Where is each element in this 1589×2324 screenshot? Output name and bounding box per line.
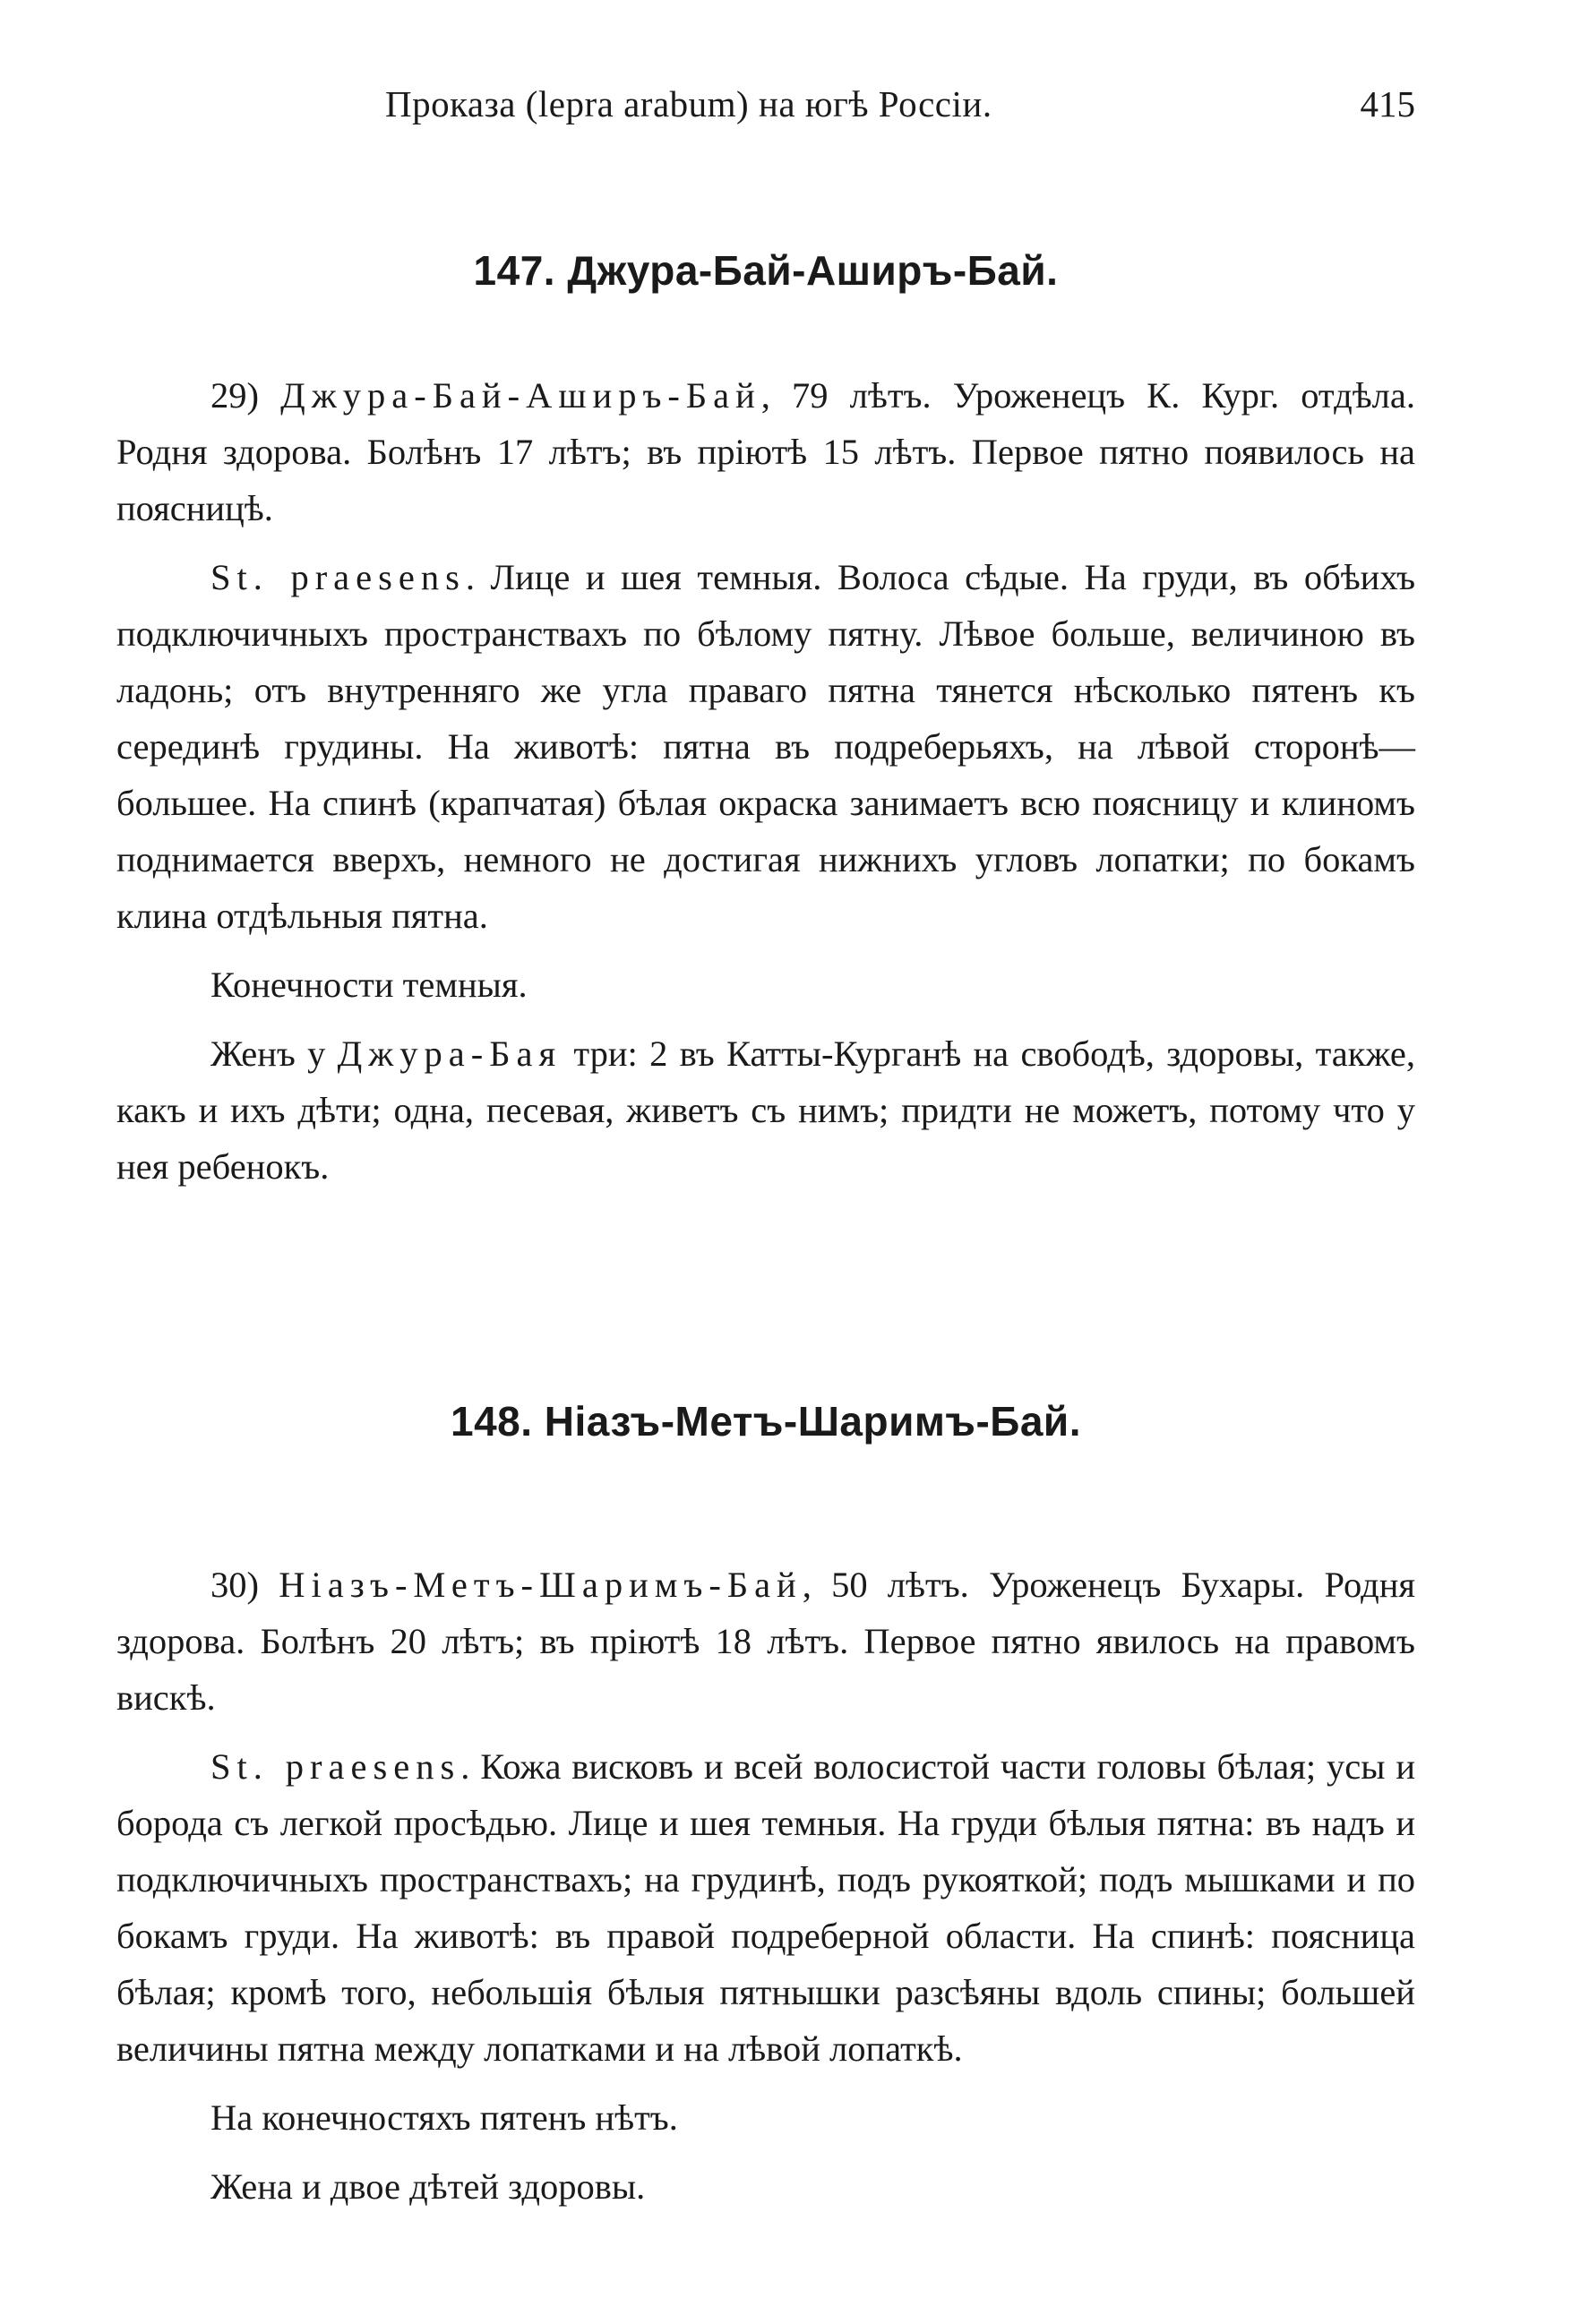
page-number: 415 xyxy=(1360,83,1415,124)
text-run: Женъ у xyxy=(210,1033,338,1074)
entry-148 xyxy=(116,1556,1415,2215)
text-run: , 79 лѣтъ. Уроженецъ К. Кург. отдѣла. Родня здорова. Болѣнъ 17 лѣтъ; въ пріютѣ 15 лѣтъ. Первое пятно появилось на поясницѣ. xyxy=(116,375,1415,528)
spaced-text: St. praesens xyxy=(210,557,466,597)
text-run: три: 2 въ Катты-Курганѣ на свободѣ, здоровы, также, какъ и ихъ дѣти; одна, песевая, живетъ съ нимъ; придти не можетъ, потому что у нея ребенокъ. xyxy=(116,1033,1415,1187)
paragraph xyxy=(116,2089,1415,2146)
text-run: . Лице и шея темныя. Волоса сѣдые. На груди, въ обѣихъ подключичныхъ пространствахъ по бѣлому пятну. Лѣвое больше, величиною въ ладонь; отъ внутренняго же угла праваго пятна тянется нѣсколько пятенъ къ серединѣ грудины. На животѣ: пятна въ подреберьяхъ, на лѣвой сторонѣ—большее. На спинѣ (крапчатая) бѣлая окраска занимаетъ всю поясницу и клиномъ поднимается вверхъ, немного не достигая нижнихъ угловъ лопатки; по бокамъ клина отдѣльныя пятна. xyxy=(116,557,1416,936)
section-heading-147: 147. Джура-Бай-Аширъ-Бай. xyxy=(473,247,1059,294)
text-run: Конечности темныя. xyxy=(210,965,528,1005)
running-title: Проказа (lepra arabum) на югѣ Россіи. xyxy=(385,83,992,124)
paragraph xyxy=(116,956,1415,1013)
text-run: 30) xyxy=(210,1565,279,1605)
paragraph xyxy=(116,1025,1415,1195)
paragraph xyxy=(116,367,1415,536)
text-run: , 50 лѣтъ. Уроженецъ Бухары. Родня здорова. Болѣнъ 20 лѣтъ; въ пріютѣ 18 лѣтъ. Первое пятно явилось на правомъ вискѣ. xyxy=(116,1565,1415,1718)
spaced-text: Джура-Бая xyxy=(337,1033,563,1074)
spaced-text: St. praesens xyxy=(210,1746,461,1787)
section-heading-148: 148. Ніазъ-Метъ-Шаримъ-Бай. xyxy=(451,1398,1081,1445)
paragraph xyxy=(116,1738,1415,2077)
text-run: 29) xyxy=(210,375,281,416)
text-run: . Кожа висковъ и всей волосистой части головы бѣлая; усы и борода съ легкой просѣдью. Лице и шея темныя. На груди бѣлыя пятна: въ надъ и подключичныхъ пространствахъ; на грудинѣ, подъ рукояткой; подъ мышками и по бокамъ груди. На животѣ: въ правой подреберной области. На спинѣ: поясница бѣлая; кромѣ того, небольшія бѣлыя пятнышки разсѣяны вдоль спины; большей величины пятна между лопатками и на лѣвой лопаткѣ. xyxy=(116,1746,1415,2069)
paragraph xyxy=(116,549,1415,944)
spaced-text: Джура-Бай-Аширъ-Бай xyxy=(280,375,761,416)
spaced-text: Ніазъ-Метъ-Шаримъ-Бай xyxy=(279,1565,803,1605)
running-head xyxy=(116,82,1415,136)
text-run: На конечностяхъ пятенъ нѣтъ. xyxy=(210,2097,678,2138)
text-run: Жена и двое дѣтей здоровы. xyxy=(210,2166,646,2207)
paragraph xyxy=(116,1556,1415,1726)
entry-147 xyxy=(116,367,1415,1195)
paragraph xyxy=(116,2158,1415,2215)
